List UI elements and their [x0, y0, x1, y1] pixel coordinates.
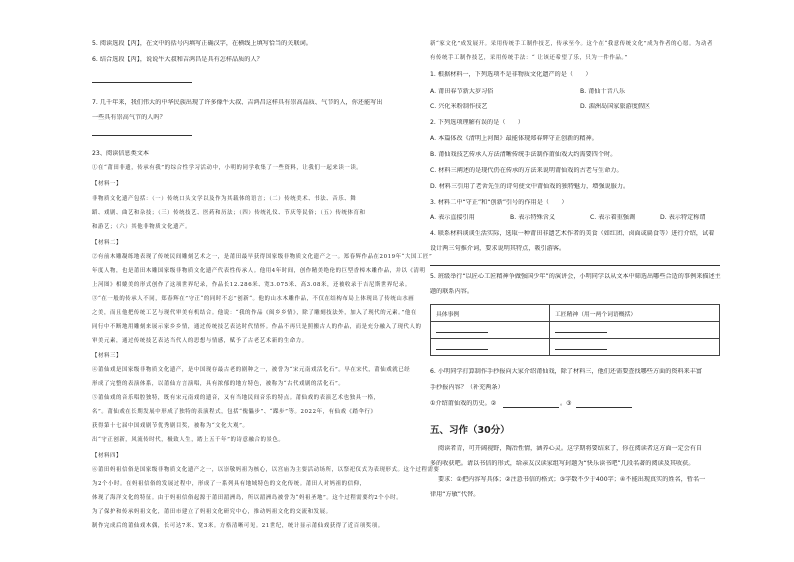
question-5-line-1: 5. 班级举行“以匠心工匠精神争做强国少年”的演讲会，小明同学以从文本中筛选出哪些合适的事例来描述主 [430, 273, 721, 280]
material-2-line: ②有前木雕凝练地表现了传统民间雕刻艺术之一，是莆田最早获得国家级非物质文化遗产之一。郑春辉作品在2019年“大国工匠” [92, 254, 433, 260]
material-4-line: ⑥莆田妈祖信俗是国家级非物质文化遗产之一，以崇敬妈祖为核心，以宫庙为主要活动场所，以祭祀仪式为表现形式。这个过程需要 [92, 467, 440, 473]
material-2-line: 同行中不断地用雕刻来展示家乡乡情，通过传统技艺表达时代情怀。作品不再只是照搬古人的作品，而是充分融入了现代人的 [92, 324, 422, 330]
material-2-line: 之美，而且他把传统工艺与现代审美有机结合。他说：“我的作品《闽乡乡情》，除了雕刻技法外，加入了现代的元素。”他在 [92, 310, 417, 316]
intro-paragraph: ①在“莆田非遗，传承有我”的综合性学习活动中，小明的同学收集了一些资料，让我们一起来读一读。 [92, 165, 363, 171]
question-1: 1. 根据材料一，下列选项不是非物质文化遗产的是（ ） [430, 71, 592, 78]
section-23-title: 23、阅读信息类文本 [92, 150, 150, 157]
writing-prompt-line: 多的收获吧。请以书信的形式，给亲友汉读家组写封题为“快乐读书吧”几段名著的阅读及其收获。 [430, 460, 695, 467]
material-4-continued: 新“家文化”成发展开。采用传统手工制作技艺，传承至今。这个在“我意传统文化”成为作者的心愿。为动者 [430, 41, 714, 47]
answer-line[interactable] [503, 407, 559, 408]
example-table [430, 304, 720, 356]
material-1-line: 非物质文化遗产包括：（一）传统口头文学以及作为其载体的语言；（二）传统美术、书法、音乐、舞 [92, 196, 357, 202]
option-b[interactable]: B. 莆仙十音八乐 [580, 88, 626, 95]
answer-cell[interactable] [431, 339, 550, 356]
question-6: 6. 结合选段【丙】，说说牛大叔和吉鸿昌是具有怎样品质的人？ [92, 56, 263, 63]
question-6-answer-2: 。③ [560, 400, 572, 407]
material-4-line: 为了保护和传承妈祖文化，莆田市建立了妈祖文化研究中心，推动妈祖文化的交流和发展。 [92, 509, 332, 515]
option-c[interactable]: C. 兴化米粉制作技艺 [430, 103, 488, 110]
material-4-line: 体现了海洋文化的特征。由于妈祖信俗起源于莆田湄洲岛，所以湄洲岛被誉为“妈祖圣地”。这个过程需要约2个小时。 [92, 495, 403, 501]
answer-cell[interactable] [431, 322, 550, 339]
material-4-line: 为2个小时。在妈祖信俗的发展过程中，形成了一系列具有地域特色的文化传统。莆田人对妈祖的信仰， [92, 481, 366, 487]
answer-cell[interactable] [550, 339, 720, 356]
answer-line[interactable] [576, 407, 632, 408]
question-4-line-2: 设计两三句推介词，要求说明其特点，吸引游客。 [430, 245, 566, 252]
material-3-line: 获得第十七届中国戏剧节优秀剧目奖，被称为“文化大观”。 [92, 423, 249, 429]
table-row [431, 322, 720, 339]
material-2-title: 【材料二】 [92, 240, 122, 246]
material-2-line: 上河图》相媲美的形式创作了这项世界纪录，作品长12.286米、宽3.075米、高3.08米，还被收录于吉尼斯世界纪录。 [92, 282, 411, 288]
material-1-title: 【材料一】 [92, 181, 122, 187]
material-3-line: ④莆仙戏是国家级非物质文化遗产，是中国现存最古老的剧种之一，被誉为“宋元南戏活化石”。早在宋代，莆仙戏就已经 [92, 367, 411, 373]
option-a[interactable]: A. 本篇体改《清明上河图》最能体现郑春辉守正创新的精神。 [430, 135, 598, 142]
question-3: 3. 材料二中“守正”和“创新”引号的作用是（ ） [430, 199, 568, 206]
answer-line[interactable] [430, 265, 720, 266]
question-6-line-2: 手抄报内容？（补充两条） [430, 384, 504, 391]
table-header: 工匠精神（用一两个词语概括） [550, 305, 720, 322]
option-d[interactable]: D. 表示特定称谓 [660, 214, 706, 221]
section-5-title: 五、习作（30分） [430, 425, 510, 436]
writing-prompt-line: 阅读者青，可开阔视野，陶冶性情，涵养心灵。这学期将要结束了，你在阅读者这方面一定会有自 [438, 445, 703, 452]
material-4-continued: 有传统手工制作技艺，采用传统手法：“ 让该还希望了乐，只为一件作品。” [430, 55, 629, 61]
writing-requirements: 要求：①把内容写具体；②注意书信的格式；③字数不少于400字；④不能出现真实的姓名，暂名一 [438, 476, 706, 483]
option-c[interactable]: C. 材料三阐述的是现代仍在传承的方法来说明莆仙戏的古老与生命力。 [430, 167, 623, 174]
material-3-line: 名”。莆仙戏在长期发展中形成了独特的表演程式，包括“傀儡步”、“蹀步”等。2022年，有仙戏《踏伞行》 [92, 409, 377, 415]
question-6-answer-1: ①介绍莆仙戏的历史。② [430, 400, 497, 407]
question-2: 2. 下列选项理解有误的是（ ） [430, 119, 524, 126]
table-row [431, 339, 720, 356]
option-b[interactable]: B. 莆仙戏技艺传承人方法清晰传统手法制作莆仙戏大约需要四个时。 [430, 151, 617, 158]
answer-cell[interactable] [550, 322, 720, 339]
writing-requirements: 律用“方敏”代替。 [430, 491, 480, 498]
option-d[interactable]: D. 湄洲岛国家旅游度假区 [580, 103, 651, 110]
option-a[interactable]: A. 表示直接引用 [430, 214, 475, 221]
option-b[interactable]: B. 表示特殊含义 [510, 214, 556, 221]
material-3-line: ⑤莆仙戏的音乐唱腔独特，既有宋元南戏的遗音，又有当地民间音乐的特点。莆仙戏的表演艺术也独具一格， [92, 395, 380, 401]
material-3-line: 形成了完整的表演体系，以莆仙方言演唱，具有浓郁的地方特色，被称为“古代戏剧的活化石”。 [92, 381, 345, 387]
material-4-title: 【材料四】 [92, 453, 122, 459]
option-c[interactable]: C. 表示着重强调 [590, 214, 636, 221]
table-header: 具体事例 [431, 305, 550, 322]
material-2-line: ③“在一般的传承人不同，郑春辉在”守正“的同时不忘”创新“。他的山水木雕作品，不仅在结构布局上体现出了传统山水画 [92, 296, 415, 302]
material-2-line: 年度人物，也是莆田木雕国家级非物质文化遗产代表性传承人。他用4年时间，创作精美绝伦的巨型香樟木雕作品，并以《清明 [92, 268, 426, 274]
question-7-line-2: 一些具有崇高气节的人吗？ [92, 114, 166, 121]
material-1-line: 蹈、戏剧、曲艺和杂技；（三）传统技艺、医药和历法；（四）传统礼仪、节庆等民俗；（五）传统体育和 [92, 210, 366, 216]
question-5: 5. 阅读选段【丙】，在文中的括号内填写正确汉字，在横线上填写恰当的关联词。 [92, 40, 312, 47]
answer-line[interactable] [92, 135, 192, 136]
question-4-line-1: 4. 联系材料谈谈生活实际，选取一种莆田非遗艺术作者的美食（如红团、卤面或扁食等）进行介绍，试着 [430, 230, 715, 237]
question-6-line-1: 6. 小明同学打算制作手抄报向大家介绍莆仙戏，除了材料三，他们还需要查找哪些方面的资料来丰富 [430, 368, 703, 375]
answer-line[interactable] [92, 82, 192, 83]
material-3-title: 【材料三】 [92, 353, 122, 359]
option-d[interactable]: D. 材料三引用了老舍先生的诗句使文中莆仙戏的独特魅力，增强说服力。 [430, 183, 630, 190]
option-a[interactable]: A. 莆田春节新大岁习俗 [430, 88, 494, 95]
question-5-line-2: 题的联系内容。 [430, 288, 474, 295]
material-1-line: 和游艺；（六）其他非物质文化遗产。 [92, 224, 192, 230]
material-3-line: 出“守正创新，风流传时代，极致人生，踏上五千年”的诗意融合的景色。 [92, 437, 285, 443]
material-4-line: 制作完成后的莆仙戏木偶，长可达7米、宽3米。方格清晰可见。21世纪，统计显示莆仙戏获得了近百项奖项。 [92, 523, 384, 529]
material-2-line: 审美元素，通过传统技艺表达当代人的思想与情感，赋予了古老艺术新的生命力。 [92, 338, 308, 344]
question-7-line-1: 7. 几千年来，我们伟大的中华民族出现了许多像牛大叔、吉鸿昌这样具有崇高品质、气节的人，你还能写出 [92, 99, 383, 106]
